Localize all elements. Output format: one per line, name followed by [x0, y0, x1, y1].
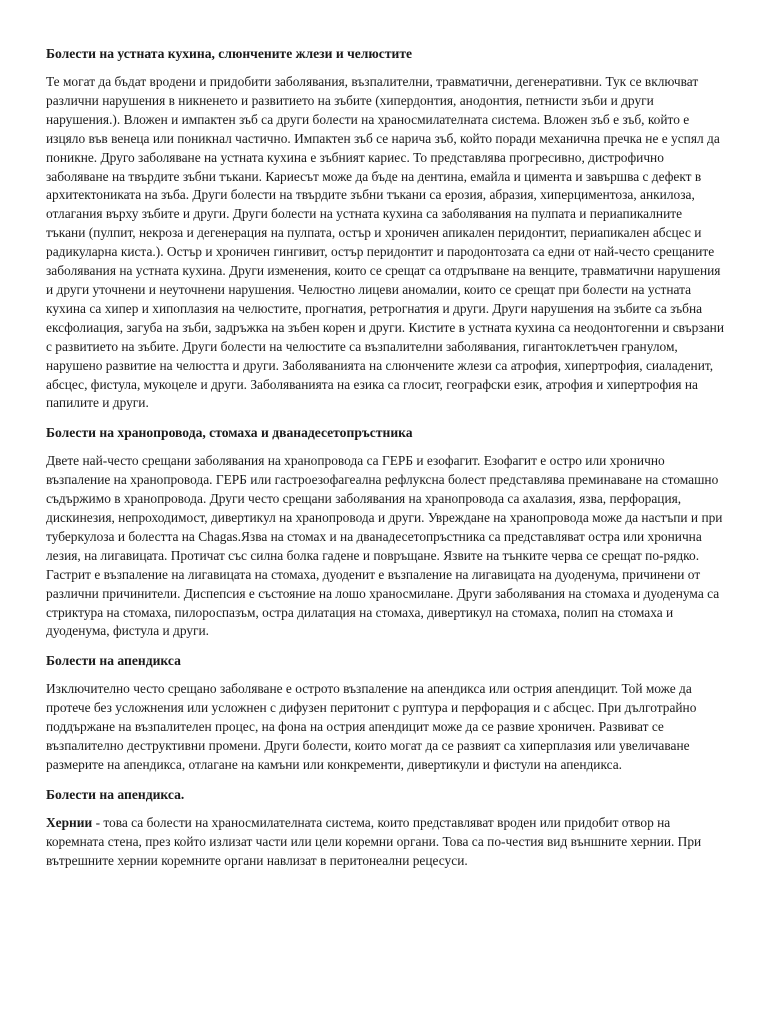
section-heading: Болести на устната кухина, слюнчените жлези и челюстите	[46, 46, 413, 61]
section-heading: Болести на хранопровода, стомаха и дванадесетопръстника	[46, 425, 413, 441]
paragraph-text: - това са болести на храносмилателната система, които представляват вроден или придобит отвор на коремната стена, през който излизат части или цели коремни органи. Това са по-честия вид външните хернии. При вътрешните хернии коремните органи навлизат в перитонеални рецесуси.	[46, 814, 702, 868]
section-paragraph	[46, 814, 724, 871]
section-oral-cavity	[46, 44, 724, 413]
section-paragraph: Изключително често срещано заболяване е острото възпаление на апендикса или острия апендицит. Той може да протече без усложнения или усложнен с дифузен перитонит с руптура и перфорация и с абсцес. При дълготрайно поддържане на възпалителен процес, на фона на острия апендицит може да се развие хроничен. Развиват се възпалително деструктивни промени. Други болести, които могат да се развият са хиперплазия или увеличаване размерите на апендикса, отлагане на камъни или конкременти, дивертикули и фистули на апендикса.	[46, 681, 697, 772]
section-heading: Болести на апендикса	[46, 653, 181, 669]
paragraph-lead-term: Хернии	[46, 814, 93, 830]
section-hernias	[46, 785, 724, 871]
section-paragraph: Двете най-често срещани заболявания на хранопровода са ГЕРБ и езофагит. Езофагит е остро или хронично възпаление на хранопровода. ГЕРБ или гастроезофагеална рефлуксна болест представлява преминаване на стомашно съдържимо в хранопровода. Други често срещани заболявания на хранопровода са ахалазия, язва, перфорация, дискинезия, непроходимост, дивертикул на хранопровода и други. Увреждане на хранопровода може да настъпи и при туберкулоза и болестта на Chagas.Язва на стомах и на дванадесетопръстника са представляват остра или хронична лезия, на лигавицата. Протичат със силна болка гадене и повръщане. Язвите на тънките черва се срещат по-рядко. Гастрит е възпаление на лигавицата на стомаха, дуоденит е възпаление на лигавицата на дуоденума, причинени от различни причинители. Диспепсия е състояние на лошо храносмилане. Други заболявания на стомаха и дуоденума са стриктура на стомаха, пилороспазъм, остра дилатация на стомаха, дивертикул на стомаха, полип на стомаха и дуоденума, фистула и други.	[46, 453, 723, 639]
section-esophagus-stomach	[46, 423, 724, 641]
section-heading: Болести на апендикса.	[46, 786, 185, 802]
section-appendix	[46, 651, 724, 775]
section-paragraph: Те могат да бъдат вродени и придобити заболявания, възпалителни, травматични, дегенеративни. Тук се включват различни нарушения в никненето и развитието на зъбите (хипердонтия, анодонтия, петнисти зъби и други нарушения.). Вложен и импактен зъб са други болести на храносмилателната система. Вложен зъб е зъб, който е изцяло във венеца или поникнал частично. Импактен зъб се нарича зъб, който поради механична пречка не е успял да поникне. Друго заболяване на устната кухина е зъбният кариес. То представлява прогресивно, дистрофично заболяване на твърдите зъбни тъкани. Кариесът може да бъде на дентина, емайла и цимента и завършва с дефект в архитектониката на зъба. Други болести на твърдите зъбни тъкани са ерозия, абразия, хиперциментоза, анкилоза, отлагания върху зъбите и други. Други болести на устната кухина са заболявания на пулпата и периапикалните тъкани (пулпит, некроза и дегенерация на пулпата, остър и хроничен апикален перидонтит, периапикален абсцес и радикуларна киста.). Остър и хроничен гингивит, остър перидонтит и пародонтозата са едни от най-често срещаните заболявания на устната кухина. Други изменения, които се срещат са отдръпване на венците, травматични нарушения и други уточнени и неуточнени нарушения. Челюстно лицеви аномалии, които се срещат при болести на устната кухина са хипер и хипоплазия на челюстите, прогнатия, ретрогнатия и други. Други нарушения на зъбите са зъбна ексфолиация, загуба на зъби, задръжка на зъбен корен и други. Кистите в устната кухина са неодонтогенни и свързани с развитието на зъбите. Други болести на челюстите са възпалителни заболявания, гигантоклетъчен гранулом, нарушено развитие на челюстта и други. Заболяванията на слюнчените жлези са атрофия, хипертрофия, сиаладенит, абсцес, фистула, мукоцеле и други. Заболяванията на езика са глосит, географски език, атрофия и хипертрофия на папилите и други.	[46, 74, 724, 411]
